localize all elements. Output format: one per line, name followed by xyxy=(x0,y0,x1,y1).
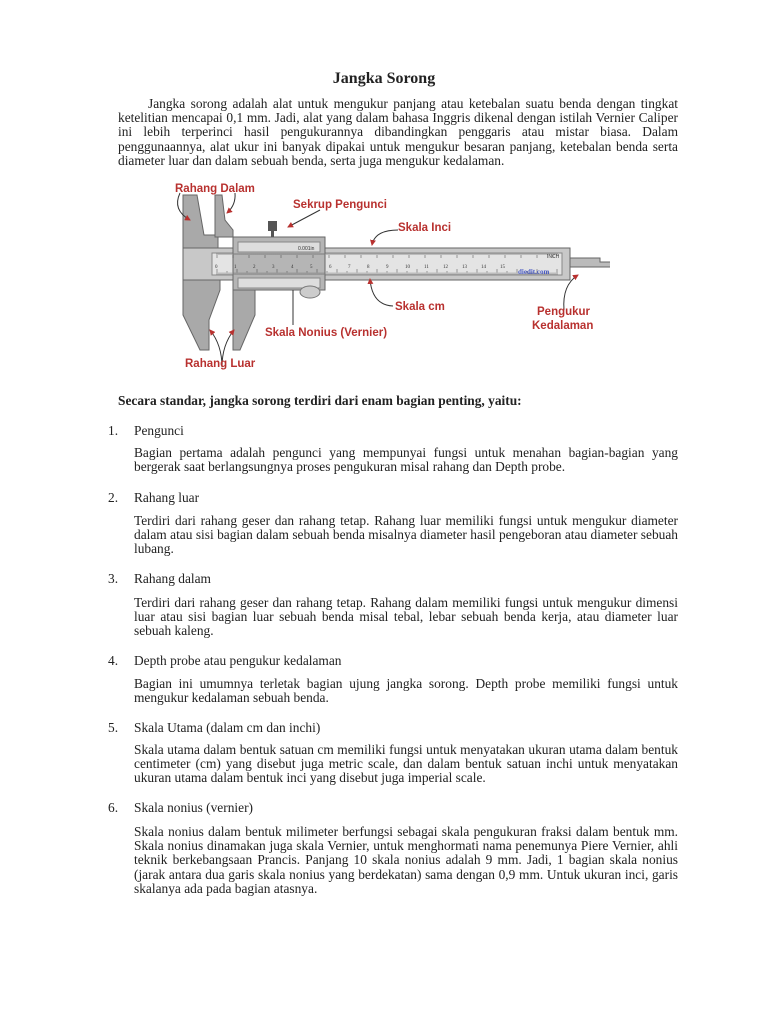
list-item-title: Rahang dalam xyxy=(134,571,211,586)
vernier-unit-label: 0.001in xyxy=(298,246,315,252)
list-item-description: Bagian pertama adalah pengunci yang mempunyai fungsi untuk menahan bagian-bagian yang bergerak saat berlangsungnya proses pengukuran misal rahang dan Depth probe. xyxy=(134,445,678,475)
intro-paragraph: Jangka sorong adalah alat untuk mengukur panjang atau ketebalan suatu benda dengan tingkat ketelitian mencapai 0,1 mm. Jadi, alat yang dalam bahasa Inggris dikenal dengan istilah Vernier Caliper ini lebih terperinci hasil pengukurannya dibandingkan penggaris atau mistar biasa. Dalam penggunaannya, alat ukur ini banyak dipakai untuk mengukur besaran panjang, ketebalan benda serta diameter luar dan dalam sebuah benda, serta juga mengukur kedalaman. xyxy=(118,96,678,168)
cm-number: 9 xyxy=(386,265,389,270)
list-item-title: Rahang luar xyxy=(134,490,200,505)
cm-number: 11 xyxy=(424,265,429,270)
label-rahang-dalam: Rahang Dalam xyxy=(175,183,255,195)
caliper-figure xyxy=(160,175,610,375)
label-skala-nonius: Skala Nonius (Vernier) xyxy=(265,327,388,339)
list-number: 3. xyxy=(108,571,119,586)
cm-number: 10 xyxy=(405,265,410,270)
list-number: 6. xyxy=(108,800,119,815)
list-item-title: Pengunci xyxy=(134,423,184,438)
lock-screw xyxy=(268,221,277,231)
cm-number: 4 xyxy=(291,265,294,270)
cm-number: 15 xyxy=(500,265,505,270)
watermark: diedit.com xyxy=(518,268,550,276)
label-kedalaman: Kedalaman xyxy=(532,320,594,332)
label-skala-inci: Skala Inci xyxy=(398,222,452,234)
section-heading: Secara standar, jangka sorong terdiri dari enam bagian penting, yaitu: xyxy=(118,393,522,408)
list-number: 4. xyxy=(108,653,119,668)
inch-label: INCH xyxy=(547,254,560,260)
inner-jaw-fixed xyxy=(183,195,218,248)
list-item-description: Terdiri dari rahang geser dan rahang tetap. Rahang luar memiliki fungsi untuk mengukur diameter dalam atau sisi bagian dalam sebuah benda misalnya diameter hasil pengeboran atau diameter sebuah lubang. xyxy=(134,513,678,557)
label-sekrup-pengunci: Sekrup Pengunci xyxy=(293,199,387,211)
list-number: 5. xyxy=(108,720,119,735)
outer-jaw-fixed xyxy=(183,280,220,350)
list-item-description: Skala nonius dalam bentuk milimeter berfungsi sebagai skala pengukuran fraksi dalam bentuk mm. Skala nonius dinamakan juga skala Vernier, untuk menghormati nama penemunya Piere Vernier, ahli teknik berkebangsaan Prancis. Panjang 10 skala nonius adalah 9 mm. Jadi, 1 bagian skala nonius (jarak antara dua garis skala nonius yang berdekatan) sama dengan 0,9 mm. Untuk ukuran inci, garis skalanya ada pada bagian atasnya. xyxy=(134,824,678,896)
cm-number: 0 xyxy=(215,265,218,270)
thumb-wheel xyxy=(300,286,320,298)
cm-number: 7 xyxy=(348,265,351,270)
label-rahang-luar: Rahang Luar xyxy=(185,358,256,370)
cm-number: 3 xyxy=(272,265,275,270)
cm-number: 13 xyxy=(462,265,467,270)
list-number: 2. xyxy=(108,490,119,505)
cm-number: 5 xyxy=(310,265,313,270)
list-item-title: Skala Utama (dalam cm dan inchi) xyxy=(134,720,321,735)
list-item-title: Skala nonius (vernier) xyxy=(134,800,253,815)
page-title: Jangka Sorong xyxy=(332,70,436,87)
cm-number: 14 xyxy=(481,265,486,270)
cm-number: 1 xyxy=(234,265,237,270)
inner-jaw-sliding xyxy=(215,195,233,237)
list-item-description: Terdiri dari rahang geser dan rahang tetap. Rahang dalam memiliki fungsi untuk mengukur dimensi luar atau sisi bagian luar sebuah benda misal tebal, lebar sebuah benda kerja, atau diameter luar sebuah kaleng. xyxy=(134,595,678,639)
cm-number: 12 xyxy=(443,265,448,270)
list-item-description: Bagian ini umumnya terletak bagian ujung jangka sorong. Depth probe memiliki fungsi untuk mengukur kedalaman sebuah benda. xyxy=(134,676,678,706)
cm-number: 8 xyxy=(367,265,370,270)
list-item-description: Skala utama dalam bentuk satuan cm memiliki fungsi untuk menyatakan ukuran utama dalam bentuk centimeter (cm) yang disebut juga metric scale, dan dalam bentuk satuan inchi untuk menyatakan ukuran utama dalam bentuk inci yang disebut juga imperial scale. xyxy=(134,742,678,786)
label-pengukur: Pengukur xyxy=(537,306,591,318)
cm-number: 2 xyxy=(253,265,256,270)
list-number: 1. xyxy=(108,423,119,438)
label-skala-cm: Skala cm xyxy=(395,301,445,313)
list-item-title: Depth probe atau pengukur kedalaman xyxy=(134,653,342,668)
depth-rod xyxy=(570,258,610,267)
cm-number: 6 xyxy=(329,265,332,270)
